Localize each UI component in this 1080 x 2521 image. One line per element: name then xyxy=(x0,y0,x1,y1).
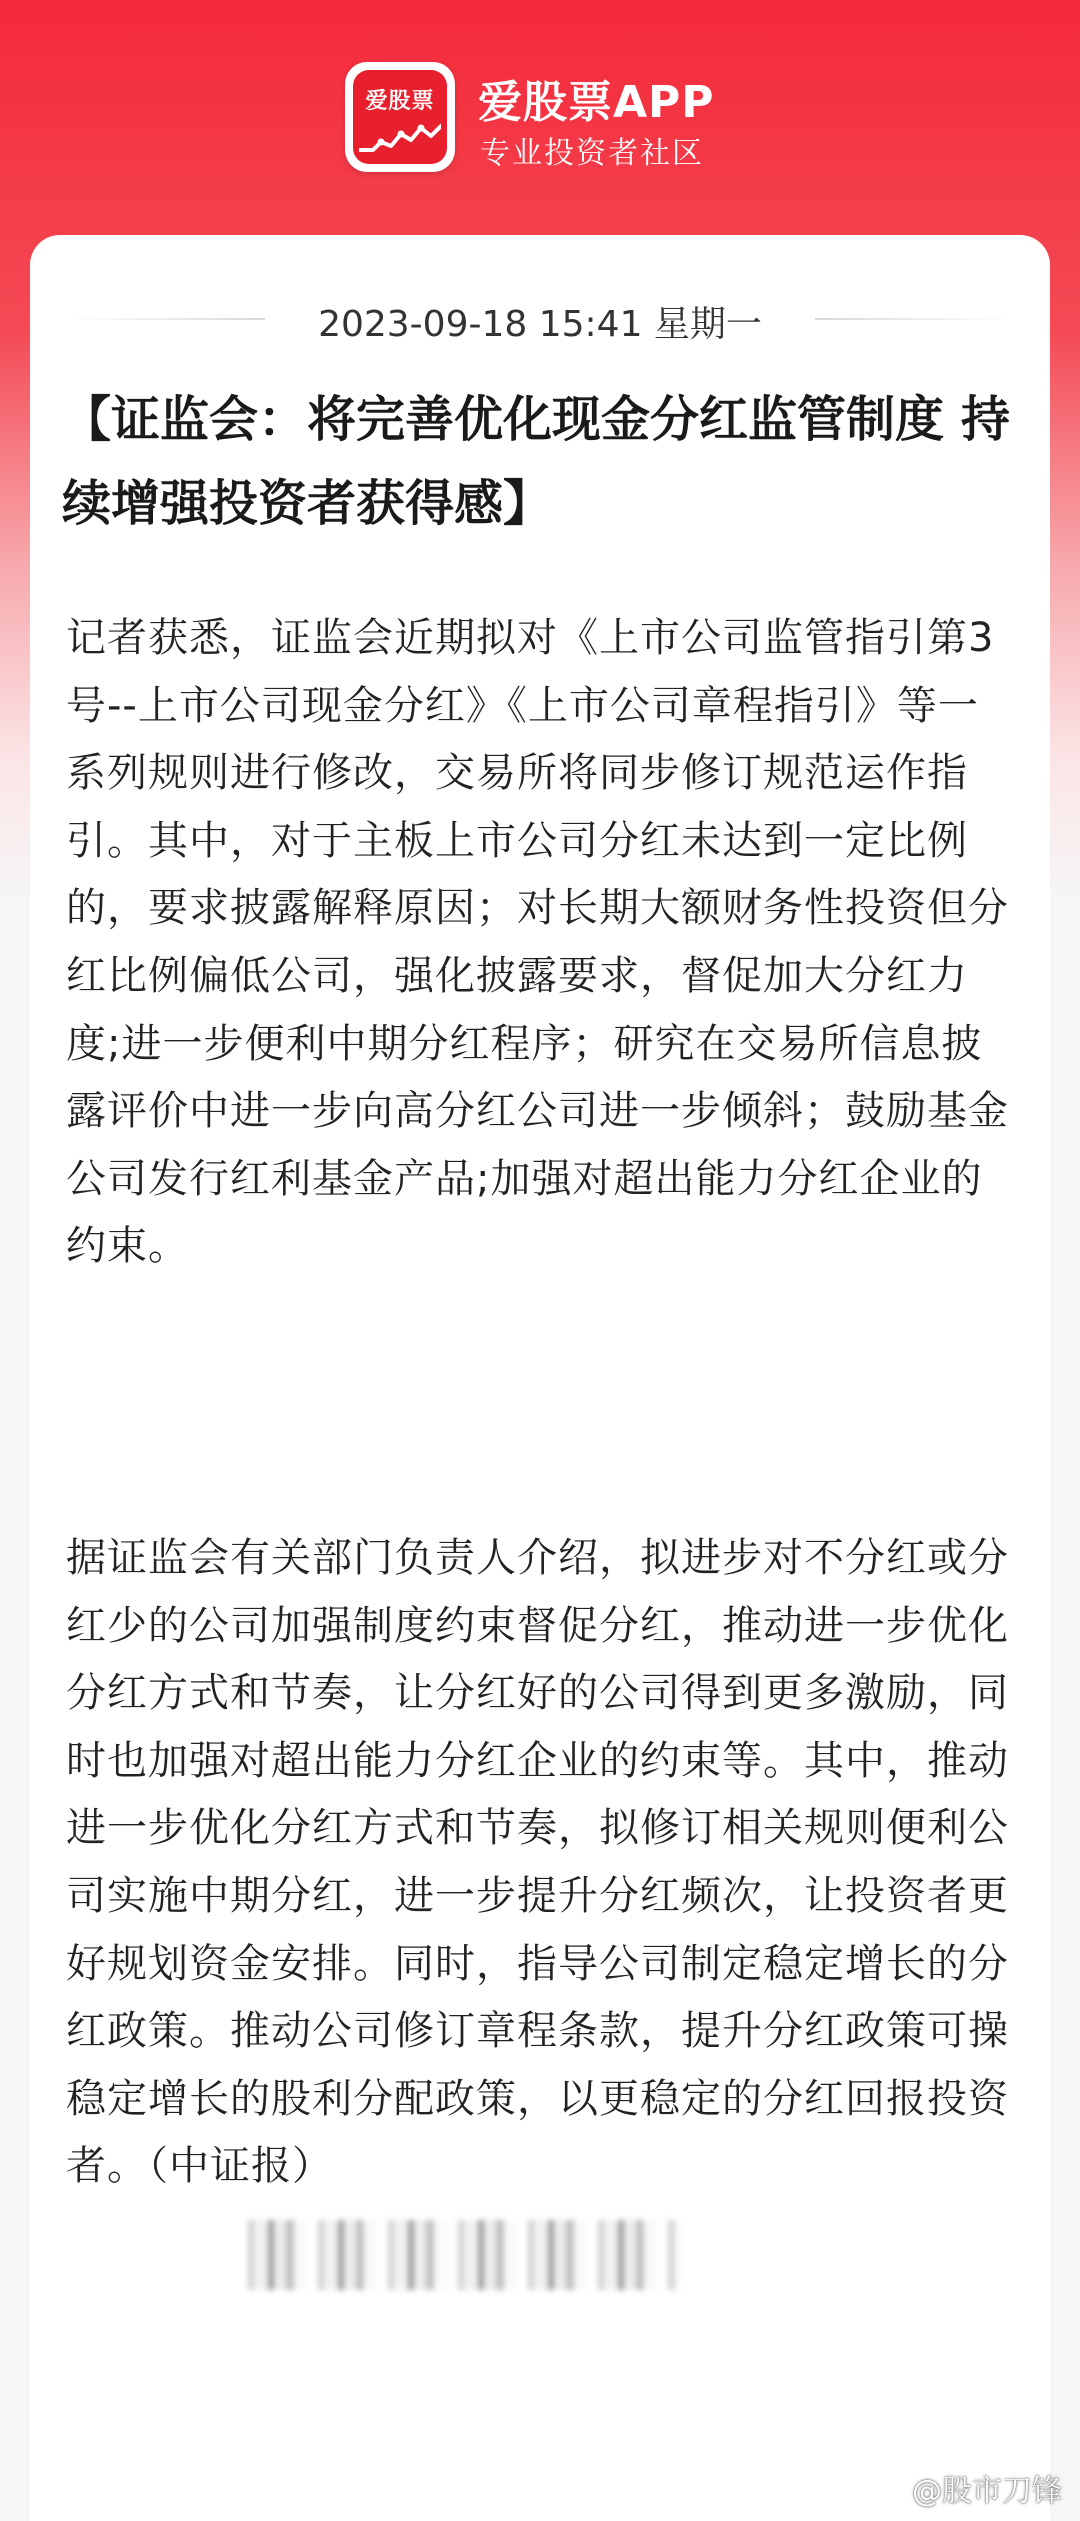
app-logo xyxy=(345,62,455,172)
logo-inner xyxy=(353,70,447,164)
app-name: 爱股票APP xyxy=(478,77,715,128)
obscured-region xyxy=(238,2220,678,2290)
stock-chart-icon xyxy=(359,120,441,160)
date-row xyxy=(70,290,1010,346)
app-header xyxy=(0,0,1080,235)
article-datetime: 2023-09-18 15:41 星期一 xyxy=(318,304,762,345)
divider-right xyxy=(815,318,1010,320)
logo-text: 爱股票 xyxy=(365,89,435,114)
weibo-watermark xyxy=(854,2466,1062,2510)
app-slogan: 专业投资者社区 xyxy=(480,136,704,171)
article-paragraph: 据证监会有关部门负责人介绍，拟进步对不分红或分红少的公司加强制度约束督促分红，推动进一步优化分红方式和节奏，让分红好的公司得到更多激励，同时也加强对超出能力分红企业的约束等。其中，推动进一步优化分红方式和节奏，拟修订相关规则便利公司实施中期分红，进一步提升分红频次，让投资者更好规划资金安排。同时，指导公司制定稳定增长的分红政策。推动公司修订章程条款，提升分红政策可操稳定增长的股利分配政策，以更稳定的分红回报投资者。（中证报） xyxy=(66,1535,1009,2190)
weibo-icon xyxy=(854,2478,898,2508)
article-title: 【证监会：将完善优化现金分红监管制度 持续增强投资者获得感】 xyxy=(62,391,1011,532)
watermark-text: @股市刀锋 xyxy=(912,2474,1062,2509)
article-paragraph: 记者获悉，证监会近期拟对《上市公司监管指引第3号--上市公司现金分红》《上市公司章程指引》等一系列规则进行修改，交易所将同步修订规范运作指引。其中，对于主板上市公司分红未达到一定比例的，要求披露解释原因；对长期大额财务性投资但分红比例偏低公司，强化披露要求，督促加大分红力度;进一步便利中期分红程序；研究在交易所信息披露评价中进一步向高分红公司进一步倾斜；鼓励基金公司发行红利基金产品;加强对超出能力分红企业的约束。 xyxy=(66,615,1009,1270)
